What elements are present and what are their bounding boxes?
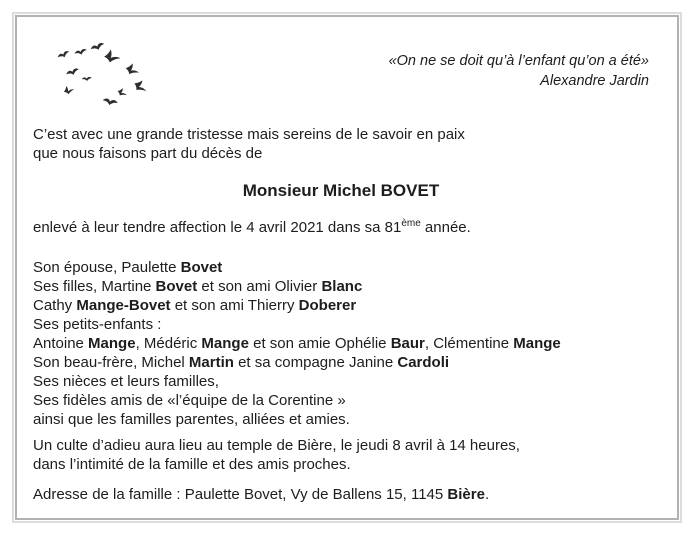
deceased-name: Monsieur Michel BOVET <box>242 181 440 200</box>
family-line: Son épouse, Paulette Bovet <box>33 259 223 276</box>
address-line: Adresse de la famille : Paulette Bovet, Vy de Ballens 15, 1145 Bière. <box>33 486 490 503</box>
ceremony-line: dans l’intimité de la famille et des amis proches. <box>33 456 351 473</box>
family-line: Ses nièces et leurs familles, <box>33 373 219 390</box>
document-frame <box>12 12 682 523</box>
death-notice-line: enlevé à leur tendre affection le 4 avril 2021 dans sa 81ème année. <box>33 218 471 236</box>
ceremony-paragraph <box>33 436 649 474</box>
announcement-page <box>17 17 677 518</box>
family-line: Ses petits-enfants : <box>33 316 162 333</box>
family-line: Cathy Mange-Bovet et son ami Thierry Doberer <box>33 297 357 314</box>
address-paragraph <box>33 485 649 504</box>
quote-attribution: Alexandre Jardin <box>540 73 649 89</box>
document-frame-inner <box>15 15 679 520</box>
intro-line: C’est avec une grande tristesse mais sereins de le savoir en paix <box>33 126 465 143</box>
quote-block <box>389 51 649 91</box>
intro-line: que nous faisons part du décès de <box>33 145 263 162</box>
family-line: Ses filles, Martine Bovet et son ami Olivier Blanc <box>33 278 363 295</box>
ceremony-line: Un culte d’adieu aura lieu au temple de Bière, le jeudi 8 avril à 14 heures, <box>33 437 520 454</box>
header-row <box>33 41 649 115</box>
family-line: ainsi que les familles parentes, alliées et amies. <box>33 411 350 428</box>
intro-paragraph <box>33 125 649 163</box>
family-list <box>33 258 649 429</box>
family-line: Ses fidèles amis de «l’équipe de la Corentine » <box>33 392 346 409</box>
family-line: Son beau-frère, Michel Martin et sa compagne Janine Cardoli <box>33 354 450 371</box>
family-line: Antoine Mange, Médéric Mange et son amie Ophélie Baur, Clémentine Mange <box>33 335 561 352</box>
flying-birds-icon <box>47 41 167 115</box>
quote-text: «On ne se doit qu’à l’enfant qu’on a été» <box>388 53 649 69</box>
